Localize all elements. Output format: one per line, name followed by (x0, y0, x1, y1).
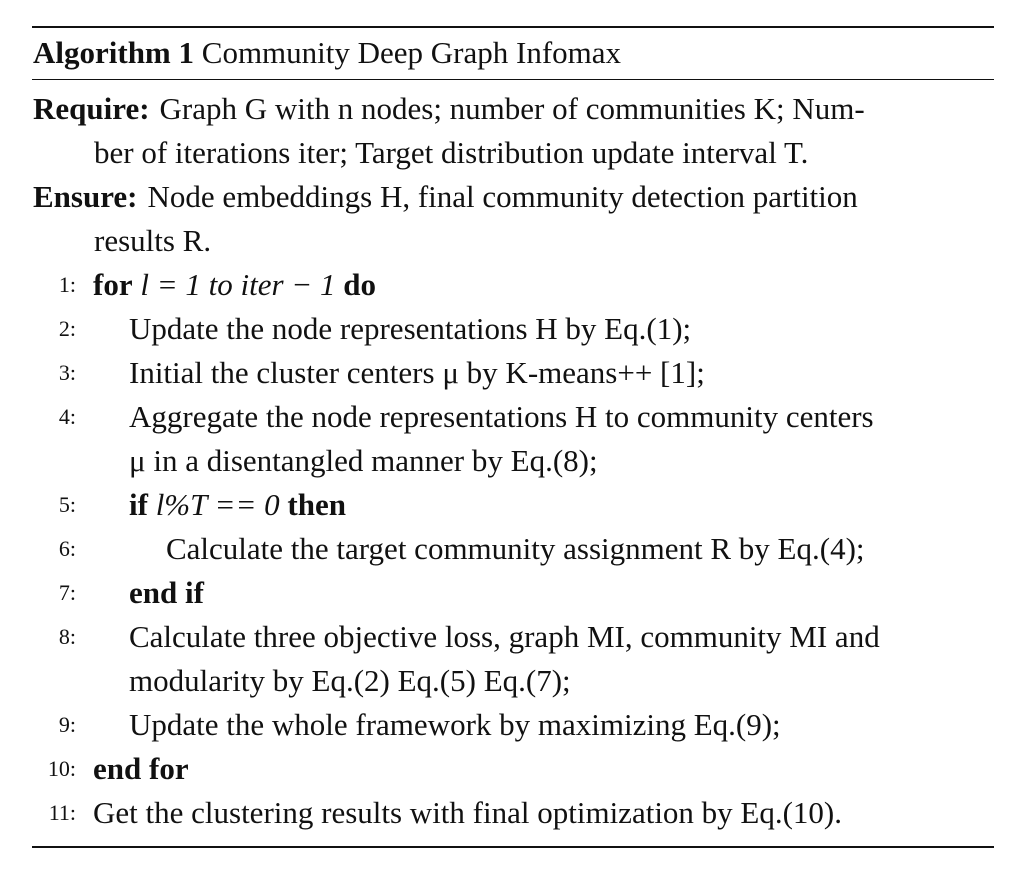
line-number: 7: (58, 580, 76, 605)
line-number: 4: (58, 404, 76, 429)
algorithm-step-9 (0, 703, 1000, 747)
loop-condition: l = 1 to iter − 1 (140, 267, 336, 302)
algorithm-step-3 (0, 351, 1000, 395)
algorithm-step-6 (0, 527, 1000, 571)
end-for-keyword: end for (93, 751, 189, 786)
algorithm-label: Algorithm 1 (33, 35, 195, 70)
algorithm-step-8-continuation (0, 659, 1000, 703)
ensure-clause (33, 175, 995, 263)
algorithm-title: Community Deep Graph Infomax (201, 35, 622, 70)
ensure-text-line2: results R. (94, 223, 212, 258)
line-number: 2: (58, 316, 76, 341)
step-text: Aggregate the node representations H to community centers (129, 399, 874, 434)
line-number: 5: (58, 492, 76, 517)
algorithm-step-4-continuation (0, 439, 1000, 483)
step-text: Calculate the target community assignment R by Eq.(4); (166, 531, 865, 566)
do-keyword: do (343, 267, 376, 302)
caption-rule (32, 79, 994, 80)
top-rule (32, 26, 994, 28)
step-text-continuation: modularity by Eq.(2) Eq.(5) Eq.(7); (129, 663, 571, 698)
algorithm-step-5 (0, 483, 1000, 527)
if-condition: l%T == 0 (155, 487, 280, 522)
algorithm-step-11 (0, 791, 1000, 835)
algorithm-step-4 (0, 395, 1000, 439)
algorithm-step-7 (0, 571, 1000, 615)
require-clause (33, 87, 995, 175)
then-keyword: then (287, 487, 346, 522)
for-keyword: for (93, 267, 133, 302)
require-text-line2: ber of iterations iter; Target distribution update interval T. (94, 135, 809, 170)
step-text: Update the node representations H by Eq.(1); (129, 311, 692, 346)
line-number: 3: (58, 360, 76, 385)
require-text-line1: Graph G with n nodes; number of communities K; Num- (159, 91, 865, 126)
if-keyword: if (129, 487, 148, 522)
step-text-continuation: μ in a disentangled manner by Eq.(8); (129, 443, 598, 478)
algorithm-step-2 (0, 307, 1000, 351)
end-if-keyword: end if (129, 575, 204, 610)
require-keyword: Require: (33, 91, 150, 126)
line-number: 6: (58, 536, 76, 561)
algorithm-caption (33, 33, 621, 73)
algorithm-step-8 (0, 615, 1000, 659)
step-text: Update the whole framework by maximizing Eq.(9); (129, 707, 781, 742)
step-text: Initial the cluster centers μ by K-means++ [1]; (129, 355, 705, 390)
line-number: 11: (48, 800, 76, 825)
line-number: 8: (58, 624, 76, 649)
ensure-text-line1: Node embeddings H, final community detection partition (147, 179, 858, 214)
step-text: Get the clustering results with final optimization by Eq.(10). (93, 795, 843, 830)
line-number: 9: (58, 712, 76, 737)
step-text: Calculate three objective loss, graph MI, community MI and (129, 619, 880, 654)
algorithm-step-10 (0, 747, 1000, 791)
line-number: 10: (47, 756, 76, 781)
ensure-keyword: Ensure: (33, 179, 138, 214)
algorithm-step-1 (0, 263, 1000, 307)
bottom-rule (32, 846, 994, 848)
line-number: 1: (58, 272, 76, 297)
